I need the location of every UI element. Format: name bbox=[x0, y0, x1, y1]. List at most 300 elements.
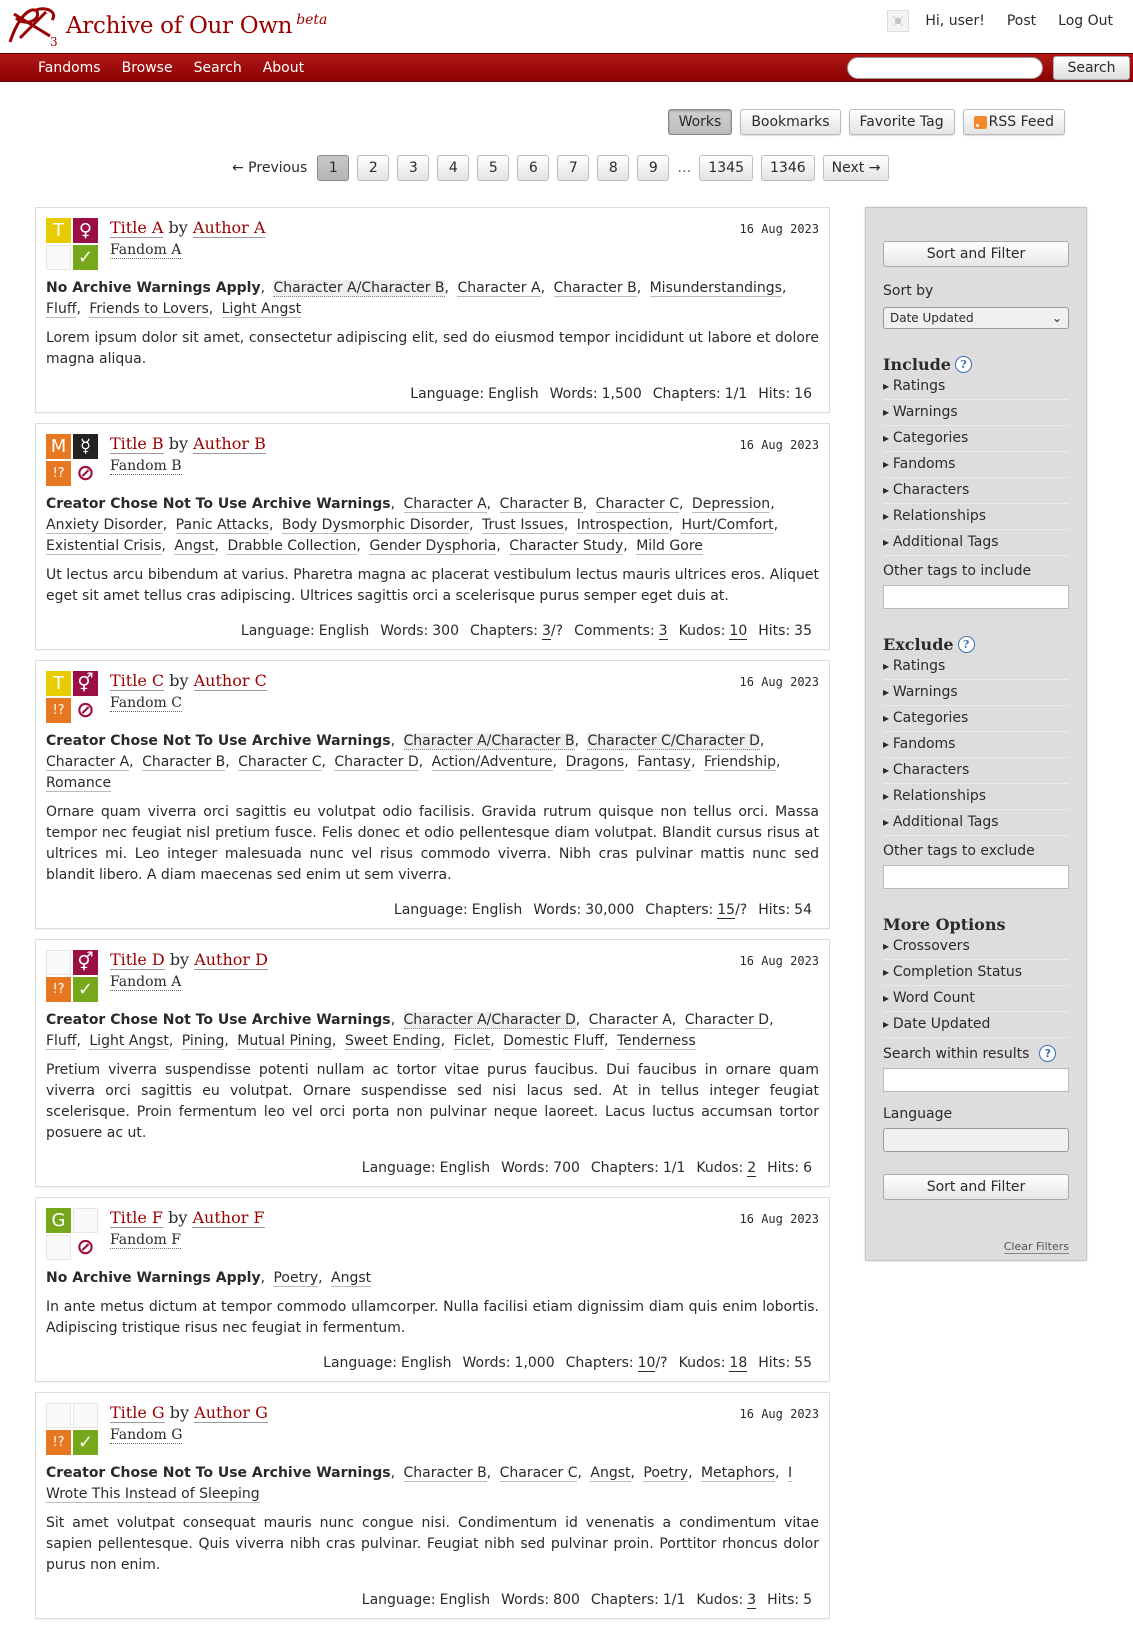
exclude-ratings[interactable]: ▸ Ratings bbox=[883, 654, 1069, 680]
exclude-help-icon[interactable]: ? bbox=[958, 636, 975, 653]
stat-value: 800 bbox=[553, 1592, 580, 1608]
freeform-tag[interactable]: Poetry bbox=[643, 1465, 689, 1481]
stat-value: 16 bbox=[794, 386, 812, 402]
work-stats bbox=[46, 1160, 812, 1176]
tag-separator: , bbox=[775, 754, 781, 770]
freeform-tag[interactable]: Trust Issues bbox=[481, 517, 564, 533]
complete-check-icon[interactable]: ✓ bbox=[73, 1430, 98, 1455]
tag-separator: , bbox=[390, 496, 396, 512]
stat-value[interactable]: 3 bbox=[747, 1592, 757, 1608]
character-tag[interactable]: Character A bbox=[588, 1012, 672, 1028]
work-author-link[interactable]: Author F bbox=[192, 1208, 265, 1227]
user-nav bbox=[887, 10, 1113, 32]
fandom-tag[interactable]: Fandom C bbox=[110, 695, 182, 711]
stat-value[interactable]: 10 bbox=[637, 1355, 656, 1371]
stat-label: Language: bbox=[361, 1592, 436, 1608]
complete-check-icon[interactable]: ✓ bbox=[73, 977, 98, 1002]
exclude-additional-tags[interactable]: ▸ Additional Tags bbox=[883, 810, 1069, 836]
tag-separator: , bbox=[540, 280, 546, 296]
page-7[interactable]: 7 bbox=[557, 155, 589, 181]
stat-value[interactable]: 15 bbox=[717, 902, 736, 918]
clear-filters bbox=[883, 1240, 1069, 1253]
tag-separator: , bbox=[563, 517, 569, 533]
freeform-tag[interactable]: Mild Gore bbox=[636, 538, 703, 554]
required-tags bbox=[46, 1403, 98, 1455]
work-heading bbox=[110, 671, 819, 723]
more-completion-status[interactable]: ▸ Completion Status bbox=[883, 960, 1069, 986]
freeform-tag[interactable]: Romance bbox=[46, 775, 112, 791]
stat-label: Hits: bbox=[758, 386, 791, 402]
search-within-input[interactable] bbox=[883, 1068, 1069, 1092]
work-by: by bbox=[169, 950, 190, 969]
required-tags bbox=[46, 1208, 98, 1260]
tag-separator: , bbox=[390, 733, 396, 749]
character-tag[interactable]: Character A bbox=[46, 754, 130, 770]
include-heading bbox=[883, 355, 1069, 374]
work-author-link[interactable]: Author G bbox=[194, 1403, 268, 1422]
include-fandoms[interactable]: ▸ Fandoms bbox=[883, 452, 1069, 478]
fandom-tag[interactable]: Fandom F bbox=[110, 1232, 181, 1248]
work-summary: Ornare quam viverra orci sagittis eu volutpat odio facilisis. Gravida rutrum quisque non tellus orci. Massa tempor nec feugiat nisl pretium fusce. Felis donec et odio pellentesque diam volutpat. Blandit cursus risus at ultrices mi. Leo integer malesuada nunc vel risus commodo viverra. Nibh cras pulvinar mattis nunc sed blandit libero. A diam maecenas sed enim ut sem viverra. bbox=[46, 804, 819, 883]
more-options-heading bbox=[883, 915, 1069, 934]
include-heading-label: Include bbox=[883, 355, 951, 374]
warning-tag[interactable]: No Archive Warnings Apply bbox=[46, 1270, 261, 1286]
stat-value[interactable]: 10 bbox=[729, 623, 748, 639]
stat-label: Chapters: bbox=[652, 386, 721, 402]
relationship-tag[interactable]: Character A/Character B bbox=[403, 733, 575, 749]
freeform-tag[interactable]: Angst bbox=[590, 1465, 631, 1481]
incomplete-icon[interactable]: ⊘ bbox=[73, 461, 98, 486]
warning-choose-icon[interactable]: !? bbox=[46, 1430, 71, 1455]
tag-separator: , bbox=[208, 301, 214, 317]
more-date-updated[interactable]: ▸ Date Updated bbox=[883, 1012, 1069, 1038]
character-tag[interactable]: Character B bbox=[553, 280, 637, 296]
freeform-tag[interactable]: Anxiety Disorder bbox=[46, 517, 163, 533]
rating-teen-icon[interactable]: T bbox=[46, 671, 71, 696]
work-by: by bbox=[168, 1208, 188, 1227]
work-summary: In ante metus dictum at tempor commodo ullamcorper. Nulla facilisi etiam dignissim diam quis enim lobortis. Adipiscing tristique risus nec feugiat in fermentum. bbox=[46, 1299, 819, 1336]
stat-value: 1/1 bbox=[724, 386, 748, 402]
blank-icon[interactable] bbox=[46, 245, 71, 270]
stat-value[interactable]: 2 bbox=[747, 1160, 757, 1176]
stat-value: 1/1 bbox=[662, 1160, 686, 1176]
tag-separator: , bbox=[552, 754, 558, 770]
user-greeting[interactable]: Hi, user! bbox=[925, 13, 985, 29]
nav-about[interactable]: About bbox=[262, 59, 305, 76]
work-date: 16 Aug 2023 bbox=[739, 1212, 819, 1226]
primary-nav-links bbox=[38, 60, 304, 76]
freeform-tag[interactable]: Metaphors bbox=[700, 1465, 776, 1481]
include-help-icon[interactable]: ? bbox=[955, 356, 972, 373]
stat-label: Hits: bbox=[758, 623, 791, 639]
include-list bbox=[883, 374, 1069, 556]
site-search-button[interactable]: Search bbox=[1053, 56, 1130, 80]
work-date: 16 Aug 2023 bbox=[739, 438, 819, 452]
character-tag[interactable]: Character B bbox=[403, 1465, 487, 1481]
work-title-link[interactable]: Title G bbox=[110, 1403, 165, 1422]
warning-choose-icon[interactable]: !? bbox=[46, 461, 71, 486]
work-list bbox=[35, 207, 830, 1629]
freeform-tag[interactable]: Poetry bbox=[273, 1270, 319, 1286]
exclude-warnings[interactable]: ▸ Warnings bbox=[883, 680, 1069, 706]
rss-feed-button[interactable] bbox=[963, 109, 1065, 135]
freeform-tag[interactable]: Angst bbox=[174, 538, 215, 554]
relationship-tag[interactable]: Character C/Character D bbox=[587, 733, 760, 749]
required-tags bbox=[46, 434, 98, 486]
stat-value: English bbox=[400, 1355, 452, 1371]
exclude-fandoms[interactable]: ▸ Fandoms bbox=[883, 732, 1069, 758]
work-fandoms bbox=[110, 1427, 819, 1443]
page-4[interactable]: 4 bbox=[437, 155, 469, 181]
freeform-tag[interactable]: Existential Crisis bbox=[46, 538, 162, 554]
fandom-tag[interactable]: Fandom A bbox=[110, 242, 182, 258]
exclude-heading bbox=[883, 635, 1069, 654]
favorite-tag-button[interactable]: Favorite Tag bbox=[849, 109, 955, 135]
work-author-link[interactable]: Author B bbox=[193, 434, 266, 453]
nav-search[interactable]: Search bbox=[193, 59, 242, 76]
filters-sidebar bbox=[865, 207, 1087, 1261]
character-tag[interactable]: Character C bbox=[595, 496, 680, 512]
search-within-heading bbox=[883, 1045, 1069, 1062]
include-relationships[interactable]: ▸ Relationships bbox=[883, 504, 1069, 530]
page-2[interactable]: 2 bbox=[357, 155, 389, 181]
freeform-tag[interactable]: Angst bbox=[331, 1270, 372, 1286]
stat-value: 1,500 bbox=[601, 386, 642, 402]
rating-teen-icon[interactable]: T bbox=[46, 218, 71, 243]
tag-separator: , bbox=[390, 1465, 396, 1481]
work-title-link[interactable]: Title C bbox=[110, 671, 165, 690]
more-crossovers[interactable]: ▸ Crossovers bbox=[883, 934, 1069, 960]
freeform-tag[interactable]: Light Angst bbox=[89, 1033, 169, 1049]
include-other-input[interactable] bbox=[883, 585, 1069, 609]
work-by: by bbox=[168, 218, 188, 237]
sort-and-filter-button-top[interactable]: Sort and Filter bbox=[883, 241, 1069, 267]
warning-tag[interactable]: Creator Chose Not To Use Archive Warnings bbox=[46, 1012, 391, 1028]
freeform-tag[interactable]: Fluff bbox=[46, 1033, 77, 1049]
exclude-relationships[interactable]: ▸ Relationships bbox=[883, 784, 1069, 810]
stat-label: Chapters: bbox=[590, 1592, 659, 1608]
warning-tag[interactable]: Creator Chose Not To Use Archive Warnings bbox=[46, 496, 391, 512]
character-tag[interactable]: Character B bbox=[499, 496, 583, 512]
tag-separator: , bbox=[418, 754, 424, 770]
work-heading bbox=[110, 1403, 819, 1455]
freeform-tag[interactable]: Friends to Lovers bbox=[89, 301, 209, 317]
freeform-tag[interactable]: Dragons bbox=[565, 754, 625, 770]
tag-separator: , bbox=[486, 1465, 492, 1481]
site-beta-label: beta bbox=[296, 12, 328, 28]
exclude-other-input[interactable] bbox=[883, 865, 1069, 889]
stat-value: 700 bbox=[553, 1160, 580, 1176]
tag-separator: , bbox=[688, 1465, 693, 1481]
logout-link[interactable]: Log Out bbox=[1058, 13, 1113, 29]
tag-separator: , bbox=[214, 538, 219, 554]
freeform-tag[interactable]: Body Dysmorphic Disorder bbox=[281, 517, 470, 533]
freeform-tag[interactable]: Hurt/Comfort bbox=[681, 517, 774, 533]
stat-label: Kudos: bbox=[696, 1160, 744, 1176]
fandom-tag[interactable]: Fandom A bbox=[110, 974, 182, 990]
stat-label: Chapters: bbox=[645, 902, 714, 918]
blank-icon[interactable] bbox=[73, 1403, 98, 1428]
character-tag[interactable]: Character D bbox=[684, 1012, 770, 1028]
tag-separator: , bbox=[775, 1465, 780, 1481]
tag-separator: , bbox=[668, 517, 674, 533]
work-tags bbox=[46, 1463, 819, 1505]
work-blurb bbox=[35, 660, 830, 929]
work-tags bbox=[46, 1010, 819, 1052]
character-tag[interactable]: Character A bbox=[403, 496, 487, 512]
work-title-line bbox=[110, 950, 819, 969]
stat-value: English bbox=[488, 386, 539, 402]
work-stats bbox=[46, 1592, 812, 1608]
work-date: 16 Aug 2023 bbox=[739, 222, 819, 236]
pagination-previous[interactable]: ← Previous bbox=[232, 160, 308, 176]
tag-separator: , bbox=[575, 1012, 581, 1028]
freeform-tag[interactable]: I Wrote This Instead of Sleeping bbox=[46, 1465, 793, 1502]
required-tags bbox=[46, 218, 98, 270]
work-title-link[interactable]: Title D bbox=[110, 950, 165, 969]
work-title-link[interactable]: Title F bbox=[110, 1208, 163, 1227]
work-blurb bbox=[35, 207, 830, 413]
more-options-label: More Options bbox=[883, 915, 1006, 934]
include-warnings[interactable]: ▸ Warnings bbox=[883, 400, 1069, 426]
female-female-icon[interactable]: ♀ bbox=[73, 218, 98, 243]
relationship-tag[interactable]: Character A/Character B bbox=[273, 280, 445, 296]
work-title-link[interactable]: Title A bbox=[110, 218, 164, 237]
site-logo[interactable] bbox=[6, 4, 327, 48]
stat-value: English bbox=[439, 1160, 491, 1176]
freeform-tag[interactable]: Action/Adventure bbox=[431, 754, 553, 770]
page-5[interactable]: 5 bbox=[477, 155, 509, 181]
work-tags bbox=[46, 494, 819, 557]
tag-separator: , bbox=[225, 754, 230, 770]
work-author-link[interactable]: Author C bbox=[193, 671, 267, 690]
tag-separator: , bbox=[671, 1012, 677, 1028]
work-title-line bbox=[110, 218, 819, 237]
exclude-heading-label: Exclude bbox=[883, 635, 954, 654]
sort-by-label: Sort by bbox=[883, 283, 934, 299]
tag-separator: , bbox=[390, 1012, 396, 1028]
freeform-tag[interactable]: Sweet Ending bbox=[344, 1033, 441, 1049]
site-search-input[interactable] bbox=[847, 57, 1043, 79]
page-9[interactable]: 9 bbox=[637, 155, 669, 181]
warning-tag[interactable]: No Archive Warnings Apply bbox=[46, 280, 261, 296]
tag-separator: , bbox=[496, 538, 501, 554]
freeform-tag[interactable]: Depression bbox=[691, 496, 771, 512]
blank-icon[interactable] bbox=[46, 950, 71, 975]
stat-label: Hits: bbox=[767, 1592, 800, 1608]
stat-label: Words: bbox=[501, 1592, 550, 1608]
freeform-tag[interactable]: Tenderness bbox=[616, 1033, 696, 1049]
work-stats bbox=[46, 1355, 812, 1371]
work-tags bbox=[46, 1268, 819, 1289]
stat-label: Language: bbox=[361, 1160, 436, 1176]
stat-label: Language: bbox=[410, 386, 485, 402]
primary-nav bbox=[0, 53, 1133, 82]
stat-label: Chapters: bbox=[470, 623, 538, 639]
stat-value: English bbox=[439, 1592, 491, 1608]
pagination bbox=[232, 155, 889, 181]
stat-value: 30,000 bbox=[585, 902, 635, 918]
blank-icon[interactable] bbox=[46, 1235, 71, 1260]
tag-separator: , bbox=[332, 1033, 337, 1049]
freeform-tag[interactable]: Light Angst bbox=[221, 301, 302, 317]
work-blurb bbox=[35, 423, 830, 650]
work-summary: Pretium viverra suspendisse potenti nullam ac tortor vitae purus faucibus. Dui faucibus in ornare quam viverra orci sagittis eu volutpat. Ornare suspendisse sed nisi lacus sed. At in tellus integer feugiat scelerisque. Proin fermentum leo vel orci porta non pulvinar neque laoreet. Lacus luctus accumsan tortor posuere ac ut. bbox=[46, 1062, 819, 1141]
work-by: by bbox=[169, 671, 189, 690]
stat-value[interactable]: 3 bbox=[541, 623, 551, 639]
stat-label: Language: bbox=[393, 902, 468, 918]
freeform-tag[interactable]: Pining bbox=[181, 1033, 225, 1049]
stat-label: Words: bbox=[462, 1355, 511, 1371]
multi-icon[interactable]: ☿ bbox=[73, 434, 98, 459]
freeform-tag[interactable]: Domestic Fluff bbox=[503, 1033, 605, 1049]
nav-fandoms[interactable]: Fandoms bbox=[38, 59, 101, 76]
rating-general-icon[interactable]: G bbox=[46, 1208, 71, 1233]
fandom-tag[interactable]: Fandom G bbox=[110, 1427, 183, 1443]
tag-separator: , bbox=[604, 1033, 609, 1049]
include-additional-tags[interactable]: ▸ Additional Tags bbox=[883, 530, 1069, 556]
work-heading bbox=[110, 950, 819, 1002]
nav-browse[interactable]: Browse bbox=[121, 59, 173, 76]
include-categories[interactable]: ▸ Categories bbox=[883, 426, 1069, 452]
freeform-tag[interactable]: Ficlet bbox=[453, 1033, 491, 1049]
work-date: 16 Aug 2023 bbox=[739, 954, 819, 968]
search-within-help-icon[interactable]: ? bbox=[1039, 1045, 1056, 1062]
exclude-categories[interactable]: ▸ Categories bbox=[883, 706, 1069, 732]
relationship-tag[interactable]: Character A/Character D bbox=[403, 1012, 576, 1028]
freeform-tag[interactable]: Drabble Collection bbox=[227, 538, 357, 554]
include-ratings[interactable]: ▸ Ratings bbox=[883, 374, 1069, 400]
warning-tag[interactable]: Creator Chose Not To Use Archive Warnings bbox=[46, 1465, 391, 1481]
incomplete-icon[interactable]: ⊘ bbox=[73, 1235, 98, 1260]
sort-and-filter-button-bottom[interactable]: Sort and Filter bbox=[883, 1174, 1069, 1200]
clear-filters-link[interactable]: Clear Filters bbox=[1003, 1240, 1069, 1253]
freeform-tag[interactable]: Misunderstandings bbox=[649, 280, 782, 296]
pagination-next[interactable]: Next → bbox=[823, 155, 890, 181]
character-tag[interactable]: Character A bbox=[457, 280, 541, 296]
sort-by-select[interactable] bbox=[883, 307, 1069, 329]
work-heading bbox=[110, 434, 819, 486]
work-author-link[interactable]: Author A bbox=[192, 218, 266, 237]
page-1345[interactable]: 1345 bbox=[699, 155, 753, 181]
work-summary: Lorem ipsum dolor sit amet, consectetur adipiscing elit, sed do eiusmod tempor incididunt ut labore et dolore magna aliqua. bbox=[46, 330, 819, 367]
freeform-tag[interactable]: Friendship bbox=[703, 754, 776, 770]
work-author-link[interactable]: Author D bbox=[194, 950, 268, 969]
freeform-tag[interactable]: Panic Attacks bbox=[175, 517, 269, 533]
stat-value[interactable]: 3 bbox=[658, 623, 668, 639]
work-heading bbox=[110, 1208, 819, 1260]
stat-value[interactable]: 18 bbox=[729, 1355, 748, 1371]
user-avatar-icon[interactable] bbox=[887, 10, 909, 32]
rss-icon bbox=[974, 116, 987, 129]
tag-separator: , bbox=[630, 1465, 635, 1481]
works-button[interactable]: Works bbox=[668, 109, 733, 135]
freeform-tag[interactable]: Introspection bbox=[576, 517, 669, 533]
tag-separator: , bbox=[486, 496, 492, 512]
page-1[interactable]: 1 bbox=[317, 155, 349, 181]
tag-separator: , bbox=[268, 517, 274, 533]
stat-suffix: /? bbox=[735, 902, 748, 918]
work-title-line bbox=[110, 1403, 819, 1422]
freeform-tag[interactable]: Fantasy bbox=[637, 754, 692, 770]
freeform-tag[interactable]: Mutual Pining bbox=[237, 1033, 333, 1049]
warning-choose-icon[interactable]: !? bbox=[46, 698, 71, 723]
stat-label: Words: bbox=[380, 623, 429, 639]
work-title-line bbox=[110, 1208, 819, 1227]
svg-text:3: 3 bbox=[50, 35, 58, 48]
character-tag[interactable]: Character C bbox=[238, 754, 322, 770]
page-8[interactable]: 8 bbox=[597, 155, 629, 181]
exclude-list bbox=[883, 654, 1069, 836]
tag-separator: , bbox=[577, 1465, 582, 1481]
tag-separator: , bbox=[490, 1033, 495, 1049]
post-link[interactable]: Post bbox=[1006, 13, 1037, 29]
page-1346[interactable]: 1346 bbox=[761, 155, 815, 181]
character-tag[interactable]: Character B bbox=[142, 754, 226, 770]
female-male-icon[interactable]: ⚥ bbox=[73, 671, 98, 696]
female-male-icon[interactable]: ⚥ bbox=[73, 950, 98, 975]
rating-mature-icon[interactable]: M bbox=[46, 434, 71, 459]
page-3[interactable]: 3 bbox=[397, 155, 429, 181]
warning-tag[interactable]: Creator Chose Not To Use Archive Warnings bbox=[46, 733, 391, 749]
freeform-tag[interactable]: Gender Dysphoria bbox=[369, 538, 497, 554]
work-title-link[interactable]: Title B bbox=[110, 434, 164, 453]
stat-value: 6 bbox=[803, 1160, 812, 1176]
character-tag[interactable]: Character D bbox=[334, 754, 419, 770]
ao3-logo-icon bbox=[6, 4, 66, 48]
freeform-tag[interactable]: Character Study bbox=[509, 538, 624, 554]
blank-icon[interactable] bbox=[46, 1403, 71, 1428]
work-fandoms bbox=[110, 458, 819, 474]
character-tag[interactable]: Characer C bbox=[499, 1465, 578, 1481]
freeform-tag[interactable]: Fluff bbox=[46, 301, 77, 317]
required-tags bbox=[46, 671, 98, 723]
work-summary: Ut lectus arcu bibendum at varius. Pharetra magna ac placerat vestibulum lectus mauris ultrices eros. Aliquet eget sit amet tellus cras adipiscing. Ultrices sagittis orci a scelerisque purus semper eget duis at. bbox=[46, 567, 819, 604]
work-blurb bbox=[35, 939, 830, 1187]
tag-separator: , bbox=[318, 1270, 323, 1286]
stat-label: Words: bbox=[549, 386, 598, 402]
work-tags bbox=[46, 731, 819, 794]
tag-separator: , bbox=[76, 301, 81, 317]
tag-separator: , bbox=[624, 754, 629, 770]
work-heading bbox=[110, 218, 819, 270]
incomplete-icon[interactable]: ⊘ bbox=[73, 698, 98, 723]
more-word-count[interactable]: ▸ Word Count bbox=[883, 986, 1069, 1012]
complete-check-icon[interactable]: ✓ bbox=[73, 245, 98, 270]
tag-separator: , bbox=[759, 733, 765, 749]
tag-separator: , bbox=[129, 754, 134, 770]
search-within-label: Search within results bbox=[883, 1045, 1030, 1062]
tag-separator: , bbox=[636, 280, 642, 296]
include-characters[interactable]: ▸ Characters bbox=[883, 478, 1069, 504]
blank-icon[interactable] bbox=[73, 1208, 98, 1233]
page-6[interactable]: 6 bbox=[517, 155, 549, 181]
work-date: 16 Aug 2023 bbox=[739, 1407, 819, 1421]
language-select[interactable] bbox=[883, 1128, 1069, 1152]
include-other-label: Other tags to include bbox=[883, 563, 1032, 579]
stat-label: Chapters: bbox=[590, 1160, 659, 1176]
warning-choose-icon[interactable]: !? bbox=[46, 977, 71, 1002]
fandom-tag[interactable]: Fandom B bbox=[110, 458, 182, 474]
exclude-characters[interactable]: ▸ Characters bbox=[883, 758, 1069, 784]
tag-separator: , bbox=[582, 496, 588, 512]
work-fandoms bbox=[110, 974, 819, 990]
work-blurb bbox=[35, 1197, 830, 1382]
bookmarks-button[interactable]: Bookmarks bbox=[740, 109, 840, 135]
stat-suffix: /? bbox=[550, 623, 564, 639]
stat-value: 1/1 bbox=[662, 1592, 686, 1608]
stat-value: 35 bbox=[794, 623, 812, 639]
